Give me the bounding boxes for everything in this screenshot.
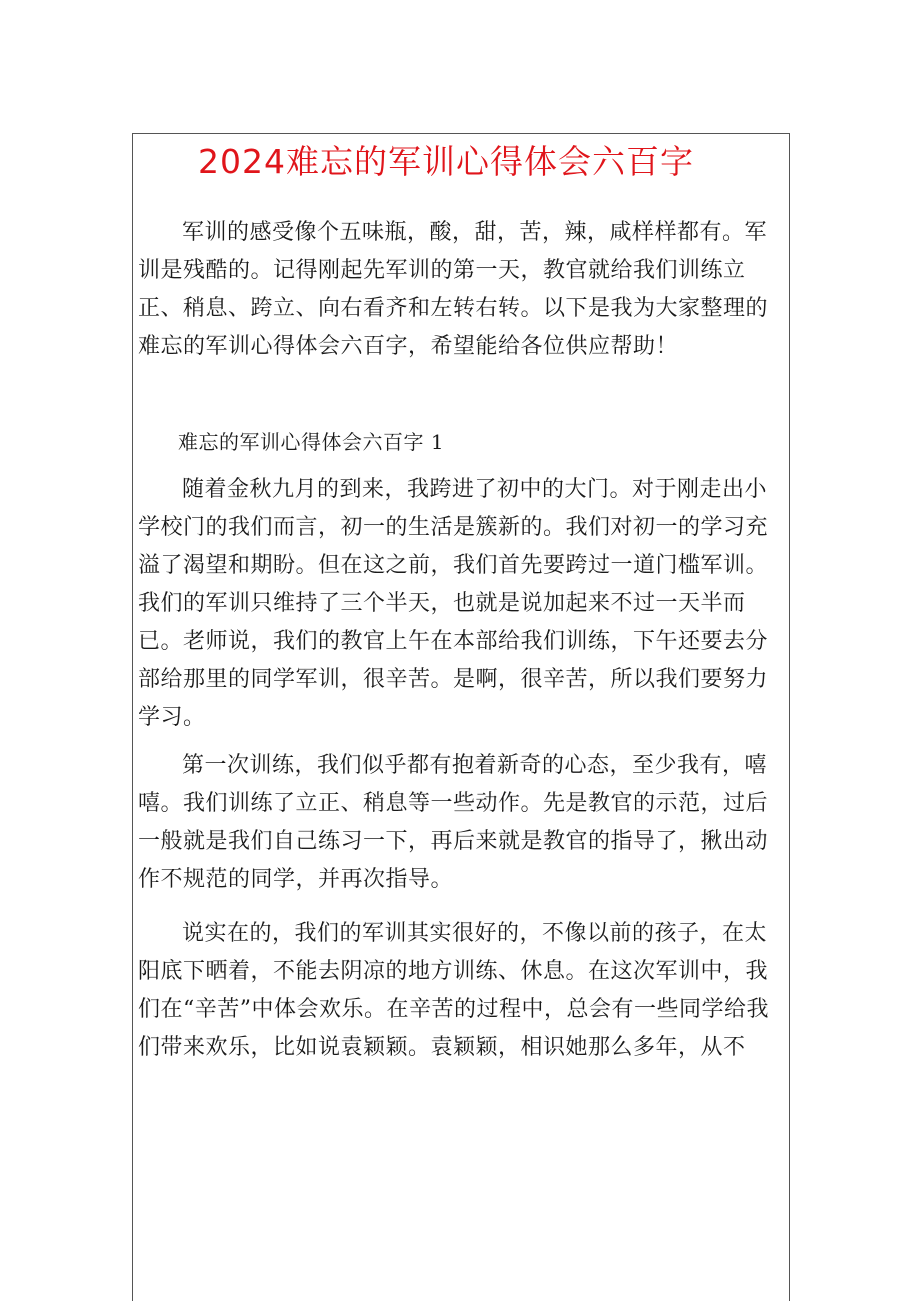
section-spacer (138, 366, 786, 423)
body-paragraph-3: 说实在的，我们的军训其实很好的，不像以前的孩子，在太阳底下晒着，不能去阴凉的地方训练、休息。在这次军训中，我们在“辛苦”中体会欢乐。在辛苦的过程中，总会有一些同学给我们带来欢乐，比如说袁颖颖。袁颖颖，相识她那么多年，从不 (138, 921, 769, 1060)
body-paragraph-2: 第一次训练，我们似乎都有抱着新奇的心态，至少我有，嘻嘻。我们训练了立正、稍息等一些动作。先是教官的示范，过后一般就是我们自己练习一下，再后来就是教官的指导了，揪出动作不规范的同学，并再次指导。 (138, 753, 769, 892)
body-paragraph-1: 随着金秋九月的到来，我跨进了初中的大门。对于刚走出小学校门的我们而言，初一的生活是簇新的。我们对初一的学习充溢了渴望和期盼。但在这之前，我们首先要跨过一道门槛军训。我们的军训只维持了三个半天，也就是说加起来不过一天半而已。老师说，我们的教官上午在本部给我们训练，下午还要去分部给那里的同学军训，很辛苦。是啊，很辛苦，所以我们要努力学习。 (138, 477, 769, 730)
intro-paragraph: 军训的感受像个五味瓶，酸，甜，苦，辣，咸样样都有。军训是残酷的。记得刚起先军训的第一天，教官就给我们训练立正、稍息、跨立、向右看齐和左转右转。以下是我为大家整理的难忘的军训心得体会六百字，希望能给各位供应帮助！ (138, 220, 769, 359)
document-title: 2024难忘的军训心得体会六百字 (198, 142, 694, 181)
page-frame (132, 133, 790, 1301)
document-body (138, 214, 786, 1067)
section-heading: 难忘的军训心得体会六百字 1 (178, 430, 445, 454)
